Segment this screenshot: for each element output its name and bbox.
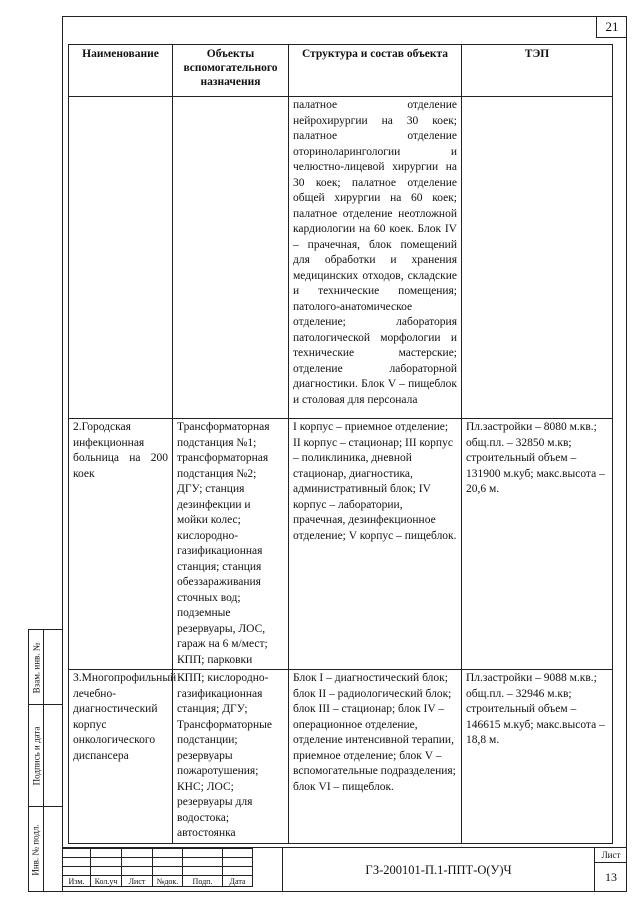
cell-structure: I корпус – приемное отделение; II корпус – стационар; III корпус – поликлиника, дневной стационар, диагностика, административный блок; IV корпус – лаборатории, прачечная, дезинфекционное отделение; V корпус – пищеблок. xyxy=(289,419,462,670)
sheet-number: 13 xyxy=(605,870,617,884)
stamp-vzam-label: Взам. инв. № xyxy=(31,642,41,693)
header-tep: ТЭП xyxy=(462,45,613,97)
cell-name: 2.Городская инфекционная больница на 200 коек xyxy=(69,419,173,670)
page-number-top: 21 xyxy=(596,16,627,38)
tb-col-ndok: №док. xyxy=(153,876,183,887)
cell-aux: КПП; кислородно-газификационная станция; ДГУ; Трансформаторные подстанции; резервуары пожаротушения; КНС; ЛОС; резервуары для водостока; автостоянка xyxy=(173,670,289,844)
cell-tep: Пл.застройки – 8080 м.кв.; общ.пл. – 32850 м.кв; строительный объем – 131900 м.куб; макс.высота – 20,6 м. xyxy=(462,419,613,670)
table-row xyxy=(69,97,613,419)
document-code: ГЗ-200101-П.1-ППТ-О(У)Ч xyxy=(282,848,594,892)
tb-col-list: Лист xyxy=(122,876,153,887)
tb-col-kolvo: Кол.уч xyxy=(91,876,122,887)
cell-aux xyxy=(173,97,289,419)
left-stamp xyxy=(28,629,62,892)
table-header-row xyxy=(69,45,613,97)
header-aux: Объекты вспомогательного назначения xyxy=(173,45,289,97)
sheet-box xyxy=(594,848,627,892)
cell-name xyxy=(69,97,173,419)
objects-table xyxy=(68,44,613,844)
cell-tep xyxy=(462,97,613,419)
stamp-inv-label: Инв. № подл. xyxy=(31,823,41,876)
stamp-podpis-label: Подпись и дата xyxy=(31,726,41,786)
cell-structure: Блок I – диагностический блок; блок II – радиологический блок; блок III – стационар; блок IV – операционное отделение, отделение интенсивной терапии, приемное отделение; блок V – вспомогательные подразделения; блок VI – пищеблок. xyxy=(289,670,462,844)
sheet-label: Лист xyxy=(595,848,627,863)
table-row xyxy=(69,670,613,844)
cell-structure: палатное отделение нейрохирургии на 30 коек; палатное отделение оториноларингологии и челюстно-лицевой хирургии на 30 коек; палатное отделение общей хирургии на 60 коек; палатное отделение неотложной кардиологии на 60 коек. Блок IV – прачечная, блок помещений для обработки и хранения медицинских отходов, складские и технические помещения; патолого-анатомическое отделение; лаборатория патологической морфологии и технические мастерские; отделение лабораторной диагностики. Блок V – пищеблок и столовая для персонала xyxy=(289,97,462,419)
cell-name: 3.Многопрофильный лечебно-диагностический корпус онкологического диспансера xyxy=(69,670,173,844)
cell-tep: Пл.застройки – 9088 м.кв.; общ.пл. – 32946 м.кв; строительный объем – 146615 м.куб; макс.высота – 18,8 м. xyxy=(462,670,613,844)
tb-col-izm: Изм. xyxy=(63,876,91,887)
title-block-grid xyxy=(62,848,253,887)
table-row xyxy=(69,419,613,670)
cell-aux: Трансформаторная подстанция №1; трансформаторная подстанция №2; ДГУ; станция дезинфекции и мойки колес; кислородно-газификационная станция; станция обеззараживания сточных вод; подземные резервуары, ЛОС, гараж на 6 м/мест; КПП; парковки xyxy=(173,419,289,670)
tb-col-data: Дата xyxy=(223,876,253,887)
tb-col-podp: Подп. xyxy=(183,876,223,887)
header-name: Наименование xyxy=(69,45,173,97)
header-structure: Структура и состав объекта xyxy=(289,45,462,97)
